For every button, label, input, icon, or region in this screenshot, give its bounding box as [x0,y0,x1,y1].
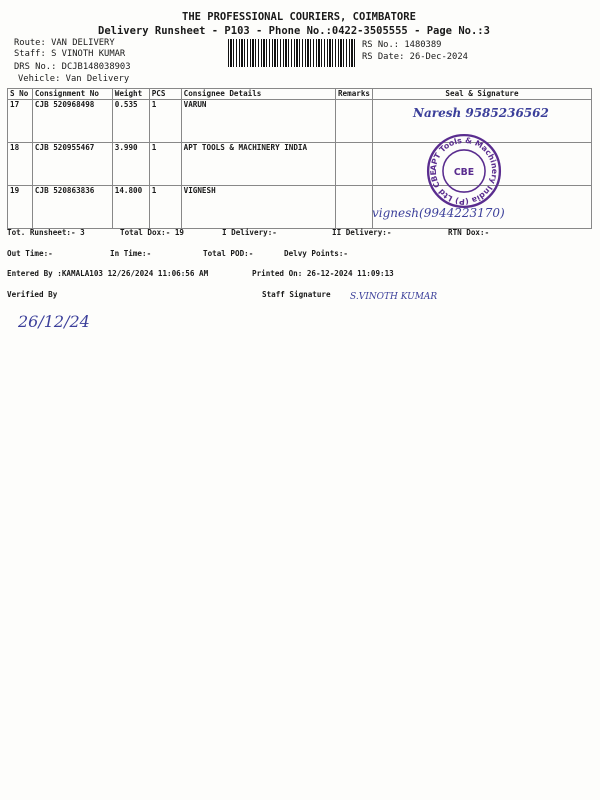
staff-signature-label: Staff Signature [262,290,331,299]
cell-consignee: APT TOOLS & MACHINERY INDIA [181,143,335,186]
header-remarks: Remarks [335,89,372,100]
drs-no: DRS No.: DCJB148038903 [14,62,131,72]
header-consignment: Consignment No [32,89,112,100]
staff-signature-hand: S.VINOTH KUMAR [350,292,438,302]
route: Route: VAN DELIVERY [14,38,115,48]
header-consignee: Consignee Details [181,89,335,100]
i-delivery: I Delivery:- [222,228,277,237]
cell-consignment: CJB 520968498 [32,100,112,143]
signature-vignesh: vignesh(9944223170) [372,206,505,220]
cell-pcs: 1 [149,186,181,229]
total-dox: Total Dox:- 19 [120,228,185,237]
signature-naresh: Naresh 9585236562 [413,106,549,120]
rs-date: RS Date: 26-Dec-2024 [362,52,468,62]
verified-signature-hand: 26/12/24 [18,312,90,331]
in-time: In Time:- [110,249,152,258]
barcode [228,39,356,67]
rs-no: RS No.: 1480389 [362,40,442,50]
company-stamp [425,132,503,210]
vehicle: Vehicle: Van Delivery [18,74,130,84]
table-header [8,89,592,100]
cell-weight: 3.990 [112,143,149,186]
cell-consignee: VARUN [181,100,335,143]
cell-weight: 0.535 [112,100,149,143]
header-weight: Weight [112,89,149,100]
cell-sno: 18 [8,143,33,186]
svg-text:CBE: CBE [453,166,475,178]
cell-weight: 14.800 [112,186,149,229]
cell-sno: 19 [8,186,33,229]
company-name: THE PROFESSIONAL COURIERS, COIMBATORE [182,11,416,23]
out-time: Out Time:- [7,249,53,258]
cell-sno: 17 [8,100,33,143]
printed-on: Printed On: 26-12-2024 11:09:13 [252,269,394,278]
cell-pcs: 1 [149,100,181,143]
ii-delivery: II Delivery:- [332,228,392,237]
total-runsheet: Tot. Runsheet:- 3 [7,228,85,237]
delvy-points: Delvy Points:- [284,249,349,258]
header-sno: S No [8,89,33,100]
cell-remarks [335,186,372,229]
table-row [8,143,592,186]
stamp-text: APT Tools & Machinery India (P) Ltd CBE [428,135,500,207]
cell-consignment: CJB 520955467 [32,143,112,186]
cell-consignment: CJB 520863836 [32,186,112,229]
table-row [8,100,592,143]
header-pcs: PCS [149,89,181,100]
cell-remarks [335,143,372,186]
runsheet-title: Delivery Runsheet - P103 - Phone No.:0422-3505555 - Page No.:3 [98,25,490,37]
header-signature: Seal & Signature [373,89,592,100]
entered-by: Entered By :KAMALA103 12/26/2024 11:06:56 AM [7,269,209,278]
staff: Staff: S VINOTH KUMAR [14,49,126,59]
total-pod: Total POD:- [203,249,254,258]
cell-pcs: 1 [149,143,181,186]
rtn-dox: RTN Dox:- [448,228,490,237]
verified-by: Verified By [7,290,58,299]
cell-remarks [335,100,372,143]
cell-consignee: VIGNESH [181,186,335,229]
